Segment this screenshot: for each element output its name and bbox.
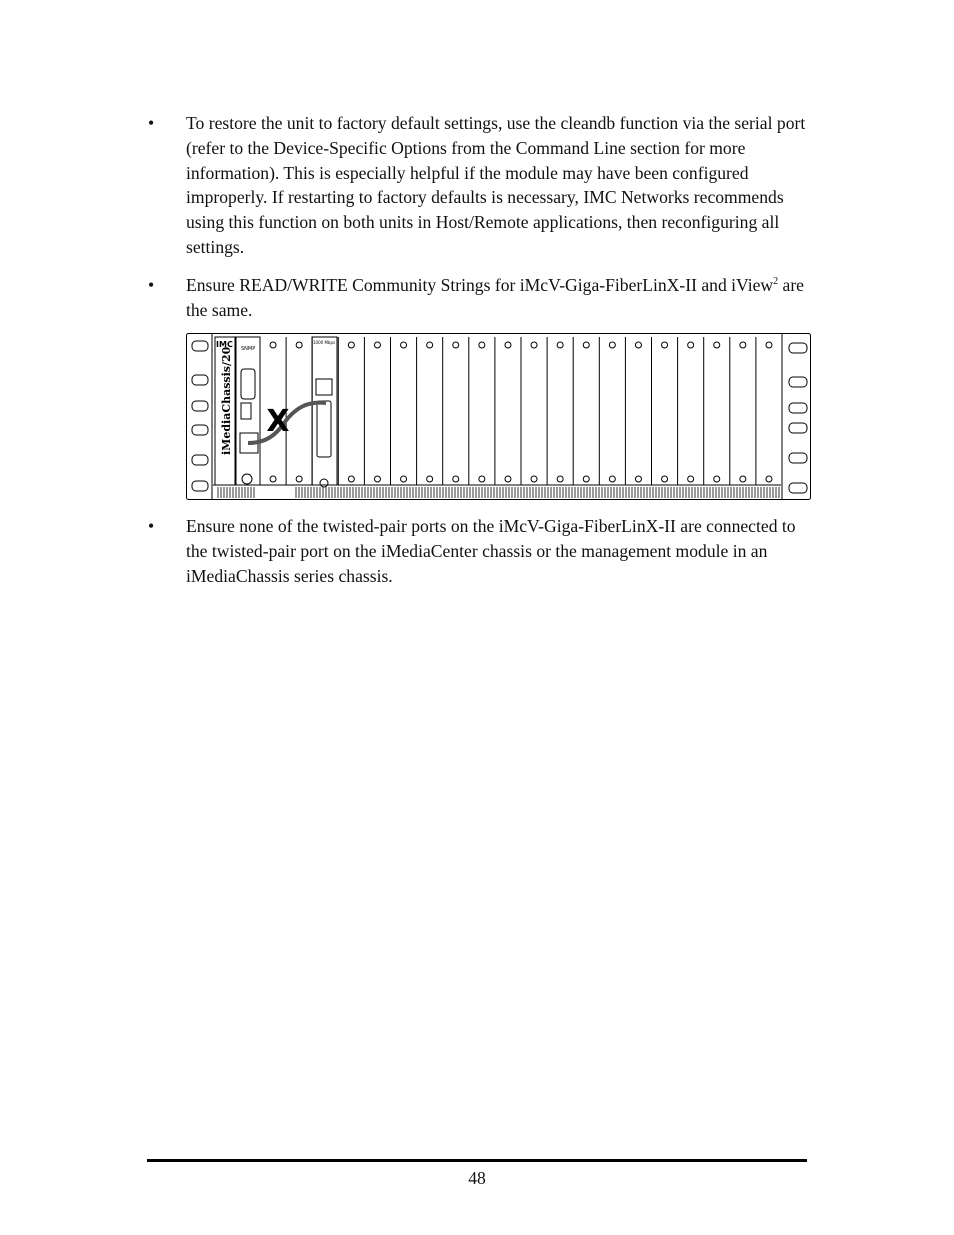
imc-logo: IMC	[216, 340, 233, 349]
serial-port	[241, 369, 255, 399]
slot-screw	[348, 476, 354, 482]
slot-screw	[557, 342, 563, 348]
bullet-text-wrapper	[186, 273, 808, 323]
empty-slots	[260, 337, 782, 485]
led-panel	[241, 403, 251, 419]
bullet-marker: •	[148, 275, 155, 295]
x-mark: X	[266, 404, 290, 439]
thumbscrew	[242, 474, 252, 484]
slot-screw	[270, 342, 276, 348]
bullet-item-tp-ports	[148, 514, 808, 588]
slot-screw	[740, 342, 746, 348]
slot-screw	[583, 476, 589, 482]
slot-screw	[453, 342, 459, 348]
module-tp-port	[316, 379, 332, 395]
slot-screw	[401, 476, 407, 482]
chassis-figure	[186, 331, 812, 503]
bullet-text: To restore the unit to factory default settings, use the cleandb function via the serial port (refer to the Device-Specific Options from the Command Line section for more information). This is especially helpful if the module may have been configured improperly. If restarting to factory defaults is necessary, IMC Networks recommends using this function on both units in Host/Remote applications, then reconfiguring all settings.	[186, 113, 806, 257]
slot-screw	[348, 342, 354, 348]
slot-screw	[766, 476, 772, 482]
slot-screw	[662, 342, 668, 348]
slot-screw	[688, 476, 694, 482]
bullet-text: Ensure none of the twisted-pair ports on the iMcV-Giga-FiberLinX-II are connected to the twisted-pair port on the iMediaCenter chassis or the management module in an iMediaChassis series chassis.	[186, 516, 796, 586]
slot-screw	[531, 342, 537, 348]
fiber-port	[317, 401, 331, 457]
module-thumbscrew	[320, 479, 328, 487]
slot-screw	[505, 342, 511, 348]
slot-screw	[531, 476, 537, 482]
chassis-label: iMediaChassis/20	[220, 346, 233, 455]
slot-screw	[296, 476, 302, 482]
slot-screw	[714, 476, 720, 482]
bullet-item-community-strings	[148, 273, 808, 323]
left-mount-slots	[192, 341, 208, 491]
slot-screw	[479, 342, 485, 348]
slot-screw	[662, 476, 668, 482]
slot-screw	[505, 476, 511, 482]
slot-screw	[583, 342, 589, 348]
slot-screw	[270, 476, 276, 482]
slot-screw	[635, 342, 641, 348]
superscript: 2	[773, 276, 779, 287]
footer-rule	[147, 1159, 807, 1162]
module-label: 1000 Mbps	[313, 340, 336, 345]
bullet-marker: •	[148, 516, 155, 536]
page-number: 48	[468, 1168, 486, 1188]
slot-screw	[557, 476, 563, 482]
bullet-item-factory-reset	[148, 111, 808, 260]
slot-screw	[479, 476, 485, 482]
slot-screw	[609, 342, 615, 348]
bullet-text: Ensure READ/WRITE Community Strings for iMcV-Giga-FiberLinX-II and iView	[186, 275, 774, 295]
slot-screw	[766, 342, 772, 348]
mgmt-module-label: SNMP	[241, 346, 256, 352]
slot-screw	[374, 476, 380, 482]
bullet-text-end: are the same.	[186, 275, 804, 320]
vent-grille	[218, 487, 779, 498]
slot-screw	[427, 342, 433, 348]
giga-fiberlinx-module	[312, 337, 337, 485]
management-module	[236, 337, 260, 485]
bullet-marker: •	[148, 113, 155, 133]
right-mount-slots	[789, 343, 807, 493]
slot-screw	[635, 476, 641, 482]
slot-screw	[427, 476, 433, 482]
slot-screw	[296, 342, 302, 348]
slot-screw	[453, 476, 459, 482]
slot-screw	[740, 476, 746, 482]
slot-screw	[374, 342, 380, 348]
slot-screw	[401, 342, 407, 348]
slot-screw	[609, 476, 615, 482]
slot-screw	[714, 342, 720, 348]
slot-screw	[688, 342, 694, 348]
